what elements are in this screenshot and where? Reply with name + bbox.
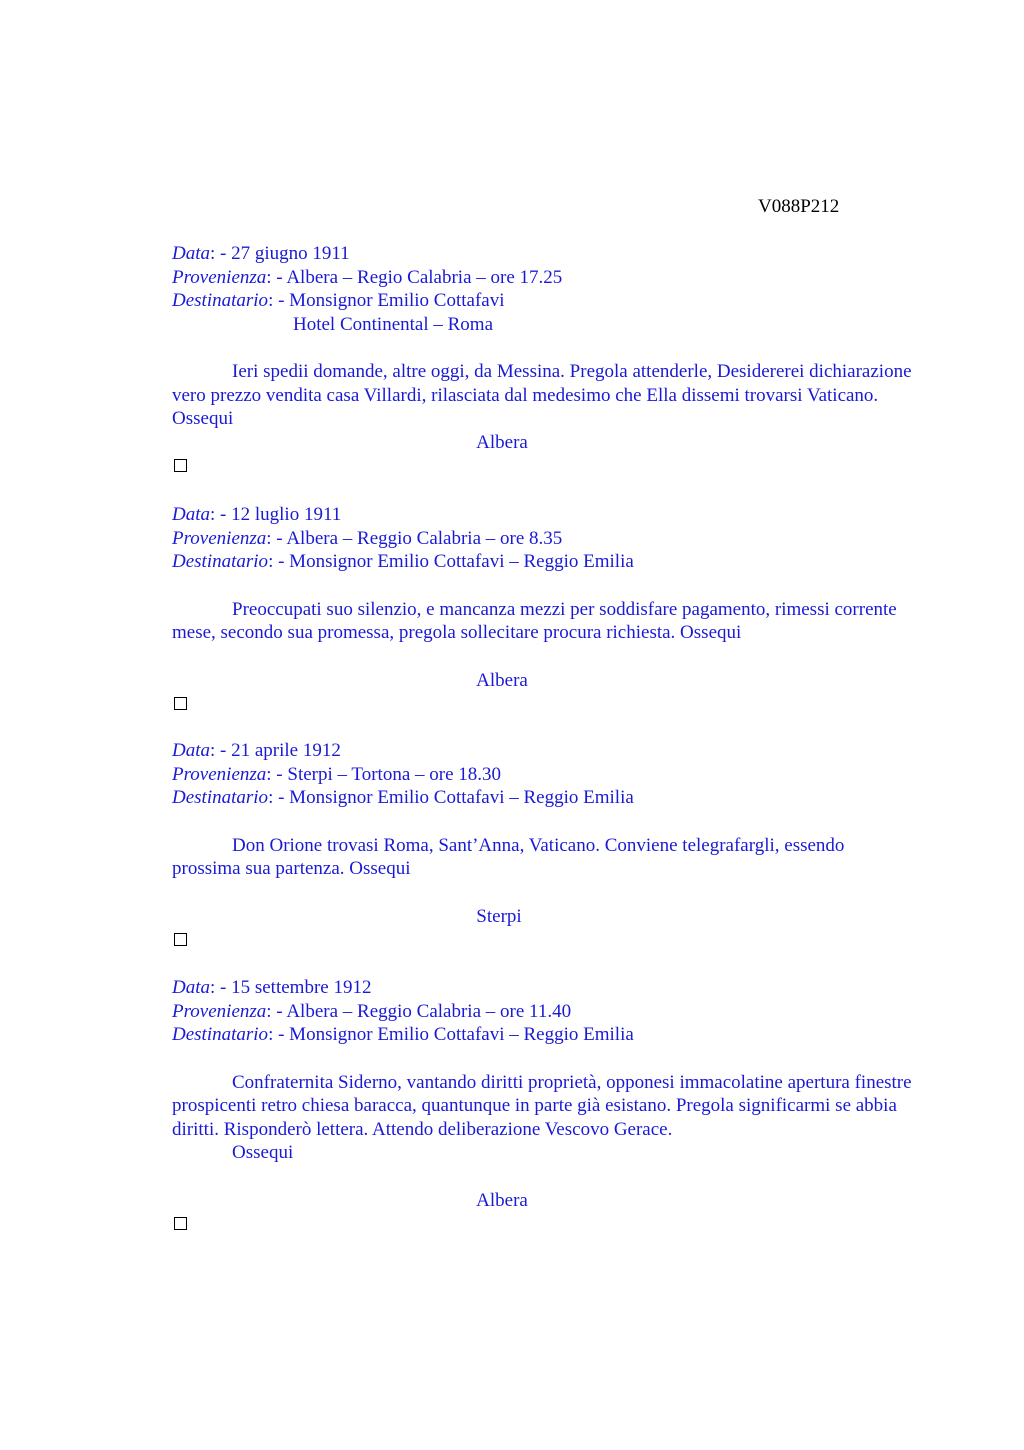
origin-line bbox=[172, 763, 912, 787]
date-line bbox=[172, 242, 912, 266]
recipient-label: Destinatario bbox=[172, 1024, 269, 1045]
date-line bbox=[172, 503, 912, 527]
recipient-value: : - Monsignor Emilio Cottafavi – Reggio Emilia bbox=[268, 551, 634, 572]
telegram-entry bbox=[172, 976, 912, 1230]
signature: Albera bbox=[476, 1189, 528, 1211]
date-value: : - 12 luglio 1911 bbox=[210, 504, 342, 525]
signature: Sterpi bbox=[476, 905, 522, 927]
date-line bbox=[172, 976, 912, 1000]
origin-label: Provenienza bbox=[172, 266, 267, 288]
date-label: Data bbox=[172, 504, 210, 525]
date-label: Data bbox=[172, 740, 210, 761]
recipient-label: Destinatario bbox=[172, 551, 269, 572]
telegram-body: Preoccupati suo silenzio, e mancanza mezzi per soddisfare pagamento, rimessi corrente mese, secondo sua promessa, pregola sollecitare procura richiesta. Ossequi bbox=[172, 598, 897, 643]
telegram-entry bbox=[172, 739, 912, 946]
origin-value: : - Albera – Reggio Calabria – ore 11.40 bbox=[266, 1000, 572, 1022]
origin-value: : - Sterpi – Tortona – ore 18.30 bbox=[266, 763, 502, 785]
recipient-value: : - Monsignor Emilio Cottafavi – Reggio Emilia bbox=[268, 1024, 634, 1045]
telegram-body: Confraternita Siderno, vantando diritti proprietà, opponesi immacolatine apertura finestre prospicenti retro chiesa baracca, quantunque in parte già esistano. Pregola significarmi se abbia diritti. Risponderò lettera. Attendo deliberazione Vescovo Gerace. bbox=[172, 1071, 912, 1140]
signature: Albera bbox=[476, 669, 528, 691]
origin-label: Provenienza bbox=[172, 527, 267, 549]
telegram-body: Don Orione trovasi Roma, Sant’Anna, Vaticano. Conviene telegrafargli, essendo prossima sua partenza. Ossequi bbox=[172, 834, 845, 879]
origin-label: Provenienza bbox=[172, 1000, 267, 1022]
date-value: : - 27 giugno 1911 bbox=[210, 243, 350, 264]
date-label: Data bbox=[172, 977, 210, 998]
telegram-entry bbox=[172, 242, 912, 472]
telegram-body-closing: Ossequi bbox=[232, 1142, 294, 1163]
checkbox-icon bbox=[174, 1217, 187, 1230]
recipient-value: : - Monsignor Emilio Cottafavi bbox=[268, 290, 505, 311]
date-value: : - 15 settembre 1912 bbox=[210, 977, 372, 998]
telegram-body: Ieri spedii domande, altre oggi, da Messina. Pregola attenderle, Desidererei dichiarazione vero prezzo vendita casa Villardi, rilasciata dal medesimo che Ella dissemi trovarsi Vaticano. Ossequi bbox=[172, 361, 912, 429]
date-label: Data bbox=[172, 243, 210, 264]
origin-value: : - Albera – Reggio Calabria – ore 8.35 bbox=[266, 527, 563, 549]
recipient-line bbox=[172, 289, 912, 313]
recipient-value: : - Monsignor Emilio Cottafavi – Reggio Emilia bbox=[268, 787, 634, 808]
recipient-label: Destinatario bbox=[172, 787, 269, 808]
recipient-line bbox=[172, 1023, 912, 1047]
origin-line bbox=[172, 266, 912, 290]
checkbox-icon bbox=[174, 697, 187, 710]
recipient-line bbox=[172, 786, 912, 810]
date-line bbox=[172, 739, 912, 763]
origin-line bbox=[172, 1000, 912, 1024]
signature: Albera bbox=[476, 431, 528, 453]
recipient-label: Destinatario bbox=[172, 290, 269, 311]
origin-line bbox=[172, 527, 912, 551]
origin-value: : - Albera – Regio Calabria – ore 17.25 bbox=[266, 266, 563, 288]
document-code: V088P212 bbox=[758, 196, 840, 217]
telegram-entry bbox=[172, 503, 912, 710]
date-value: : - 21 aprile 1912 bbox=[210, 740, 341, 761]
recipient-address: Hotel Continental – Roma bbox=[293, 313, 494, 335]
checkbox-icon bbox=[174, 459, 187, 472]
recipient-line bbox=[172, 550, 912, 574]
checkbox-icon bbox=[174, 933, 187, 946]
origin-label: Provenienza bbox=[172, 763, 267, 785]
